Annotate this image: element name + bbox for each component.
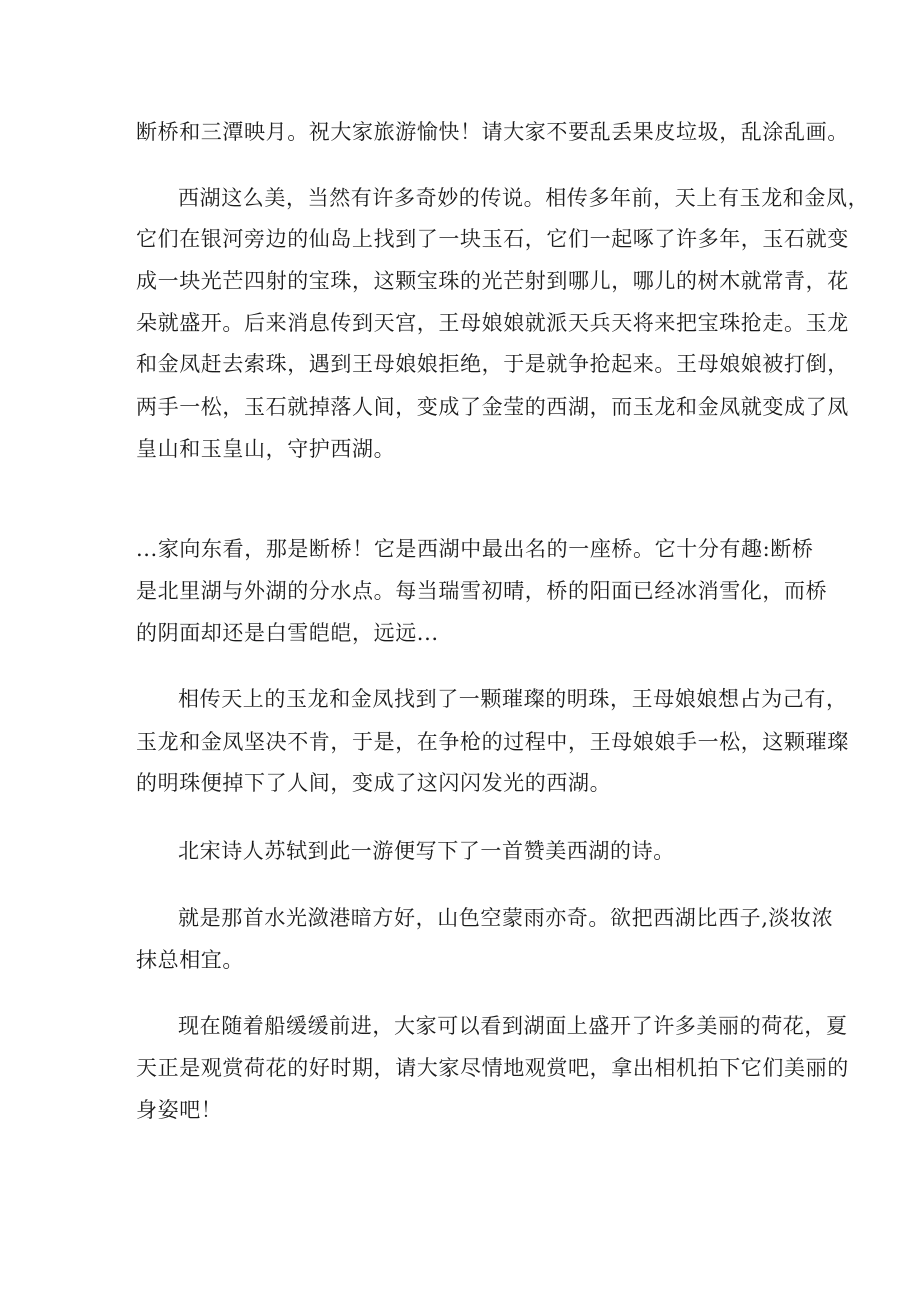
paragraph-7-line-1: 现在随着船缓缓前进，大家可以看到湖面上盛开了许多美丽的荷花，夏 (178, 1014, 848, 1038)
paragraph-4-line-2: 玉龙和金凤坚决不肯，于是，在争枪的过程中，王母娘娘手一松，这颗璀璨 (136, 730, 849, 754)
paragraph-4-line-3: 的明珠便掉下了人间，变成了这闪闪发光的西湖。 (136, 771, 612, 795)
paragraph-3-line-2: 是北里湖与外湖的分水点。每当瑞雪初晴，桥的阳面已经冰消雪化，而桥 (136, 579, 828, 603)
paragraph-7-line-2: 天正是观赏荷花的好时期，请大家尽情地观赏吧，拿出相机拍下它们美丽的 (136, 1056, 849, 1080)
paragraph-2-line-3: 成一块光芒四射的宝珠，这颗宝珠的光芒射到哪儿，哪儿的树木就常青，花 (136, 269, 849, 293)
paragraph-3-line-1: ...家向东看，那是断桥！它是西湖中最出名的一座桥。它十分有趣:断桥 (136, 537, 814, 561)
paragraph-2-line-1: 西湖这么美，当然有许多奇妙的传说。相传多年前，天上有玉龙和金凤， (178, 186, 870, 210)
paragraph-2-line-6: 两手一松，玉石就掉落人间，变成了金莹的西湖，而玉龙和金凤就变成了凤 (136, 395, 849, 419)
paragraph-1-line-1: 断桥和三潭映月。祝大家旅游愉快！请大家不要乱丢果皮垃圾，乱涂乱画。 (136, 120, 849, 144)
paragraph-4-line-1: 相传天上的玉龙和金凤找到了一颗璀璨的明珠，王母娘娘想占为己有， (178, 687, 848, 711)
paragraph-2-line-2: 它们在银河旁边的仙岛上找到了一块玉石，它们一起啄了许多年，玉石就变 (136, 227, 849, 251)
paragraph-2-line-5: 和金凤赶去索珠，遇到王母娘娘拒绝，于是就争抢起来。王母娘娘被打倒， (136, 352, 849, 376)
paragraph-5-line-1: 北宋诗人苏轼到此一游便写下了一首赞美西湖的诗。 (178, 839, 675, 863)
paragraph-2-line-7: 皇山和玉皇山，守护西湖。 (136, 437, 396, 461)
paragraph-6-line-1: 就是那首水光潋港暗方好，山色空蒙雨亦奇。欲把西湖比西子,淡妆浓 (178, 906, 834, 930)
paragraph-6-line-2: 抹总相宜。 (136, 948, 244, 972)
paragraph-2-line-4: 朵就盛开。后来消息传到天宫，王母娘娘就派天兵天将来把宝珠抢走。玉龙 (136, 311, 849, 335)
paragraph-7-line-3: 身姿吧！ (136, 1098, 223, 1122)
paragraph-3-line-3: 的阴面却还是白雪皑皑，远远... (136, 621, 439, 645)
